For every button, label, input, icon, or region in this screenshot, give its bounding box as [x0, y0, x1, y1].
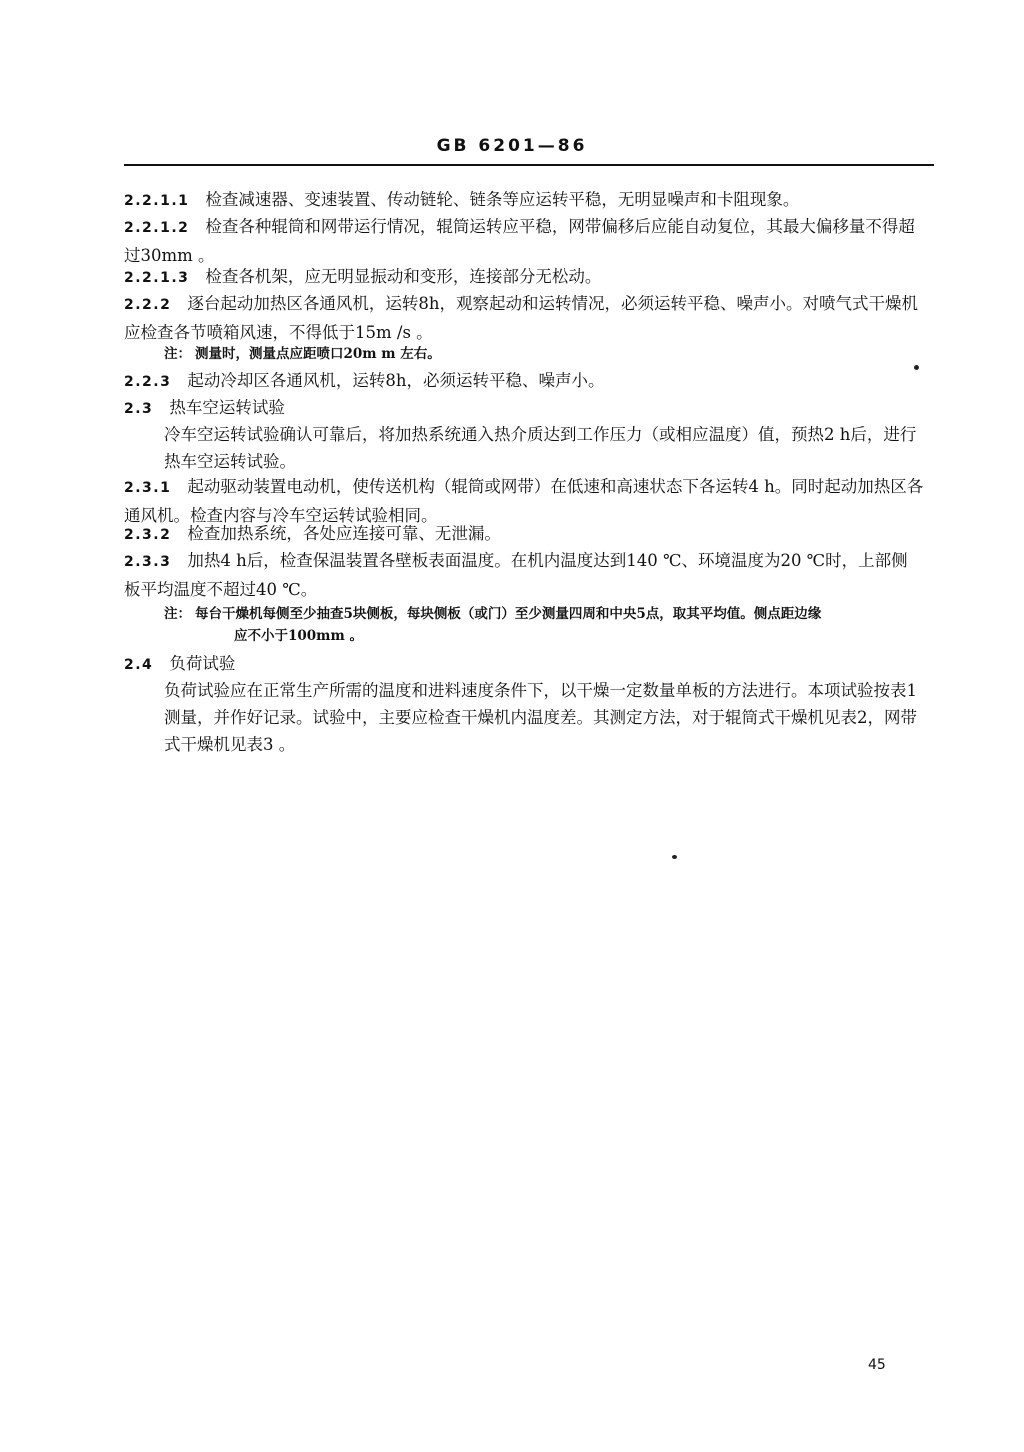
scan-speck [672, 855, 677, 859]
clause-text: 检查减速器、变速装置、传动链轮、链条等应运转平稳，无明显噪声和卡阻现象。 [205, 190, 800, 209]
clause-number: 2.2.2 [124, 297, 172, 313]
clause-text: 检查各机架，应无明显振动和变形，连接部分无松动。 [205, 267, 602, 286]
paragraph-text: 冷车空运转试验确认可靠后，将加热系统通入热介质达到工作压力（或相应温度）值，预热2 h后，进行热车空运转试验。 [164, 425, 917, 471]
clause-number: 2.3.2 [124, 527, 172, 543]
clause-2-2-3 [124, 367, 924, 396]
scan-speck [914, 365, 919, 370]
section-title: 热车空运转试验 [169, 398, 285, 417]
clause-number: 2.3.3 [124, 554, 172, 570]
clause-2-3-2 [124, 520, 924, 549]
clause-2-2-1-1 [124, 186, 924, 215]
clause-2-2-2 [124, 290, 924, 346]
section-2-3-heading [124, 394, 924, 423]
page-number: 45 [868, 1357, 886, 1373]
clause-2-2-1-2 [124, 213, 924, 269]
clause-number: 2.3.1 [124, 480, 172, 496]
note-text: 每台干燥机每侧至少抽查5块侧板，每块侧板（或门）至少测量四周和中央5点，取其平均值。侧点距边缘 [195, 606, 822, 622]
header-rule [124, 164, 934, 166]
note-label: 注： [164, 606, 191, 622]
clause-number: 2.2.3 [124, 374, 172, 390]
paragraph-2-3-intro [124, 421, 924, 475]
clause-number: 2.2.1.3 [124, 270, 190, 286]
note-side-panels [164, 603, 928, 647]
note-label: 注： [164, 346, 191, 362]
clause-2-2-1-3 [124, 263, 924, 292]
note-measurement [164, 343, 924, 365]
clause-2-3-3 [124, 547, 924, 603]
clause-text: 逐台起动加热区各通风机，运转8h，观察起动和运转情况，必须运转平稳、噪声小。对喷气式干燥机应检查各节喷箱风速，不得低于15m /s 。 [124, 294, 918, 342]
clause-text: 加热4 h后，检查保温装置各壁板表面温度。在机内温度达到140 ℃、环境温度为20 ℃时，上部侧板平均温度不超过40 ℃。 [124, 551, 908, 599]
section-title: 负荷试验 [169, 654, 236, 673]
note-continuation: 应不小于100mm 。 [234, 628, 363, 644]
paragraph-text: 负荷试验应在正常生产所需的温度和进料速度条件下，以干燥一定数量单板的方法进行。本项试验按表1测量，并作好记录。试验中，主要应检查干燥机内温度差。其测定方法，对于辊筒式干燥机见表2，网带式干燥机见表3 。 [164, 681, 917, 754]
standard-code-header: GB 6201—86 [436, 136, 588, 156]
clause-text: 起动驱动装置电动机，使传送机构（辊筒或网带）在低速和高速状态下各运转4 h。同时起动加热区各通风机。检查内容与冷车空运转试验相同。 [124, 477, 924, 525]
clause-text: 起动冷却区各通风机，运转8h，必须运转平稳、噪声小。 [187, 371, 605, 390]
clause-number: 2.2.1.1 [124, 193, 190, 209]
clause-number: 2.3 [124, 401, 154, 417]
note-text: 测量时，测量点应距喷口20m m 左右。 [195, 346, 441, 362]
clause-number: 2.4 [124, 657, 154, 673]
clause-number: 2.2.1.2 [124, 220, 190, 236]
clause-text: 检查各种辊筒和网带运行情况，辊筒运转应平稳，网带偏移后应能自动复位，其最大偏移量不得超过30mm 。 [124, 217, 915, 265]
section-2-4-heading [124, 650, 924, 679]
paragraph-2-4-body [124, 677, 924, 758]
clause-text: 检查加热系统，各处应连接可靠、无泄漏。 [187, 524, 501, 543]
